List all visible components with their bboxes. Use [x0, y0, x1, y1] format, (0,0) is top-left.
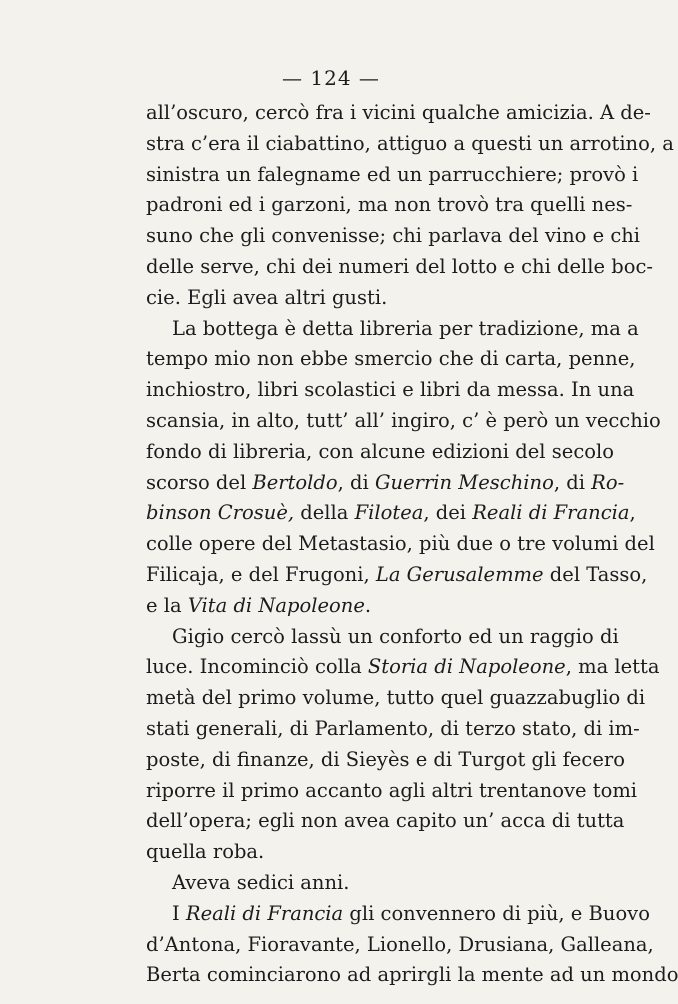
- text-line: [146, 344, 636, 375]
- text-run: cie. Egli avea altri gusti.: [146, 285, 388, 309]
- text-line: [146, 745, 625, 776]
- text-line: [146, 406, 661, 437]
- text-run: , di: [553, 470, 592, 494]
- text-run: fondo di libreria, con alcune edizioni del secolo: [146, 439, 614, 463]
- text-run: , ma letta: [565, 655, 660, 679]
- italic-title: Guerrin Meschino: [374, 470, 554, 494]
- text-run: poste, di finanze, di Sieyès e di Turgot gli fecero: [146, 747, 625, 771]
- text-run: e la: [146, 593, 188, 617]
- text-line: [146, 221, 641, 252]
- text-line: [146, 529, 655, 560]
- italic-title: Storia di Napoleone: [367, 655, 566, 679]
- italic-title: Vita di Napoleone: [187, 593, 365, 617]
- paragraph: [146, 98, 674, 314]
- text-line: [146, 498, 636, 529]
- text-line: [146, 591, 614, 622]
- text-run: scansia, in alto, tutt’ all’ ingiro, c’ è però un vecchio: [146, 408, 661, 432]
- text-line: [146, 683, 646, 714]
- text-run: metà del primo volume, tutto quel guazzabuglio di: [146, 686, 646, 710]
- text-run: riporre il primo accanto agli altri trentanove tomi: [146, 778, 638, 802]
- text-line: [146, 252, 653, 283]
- text-run: quella roba.: [146, 840, 265, 864]
- text-line: [146, 283, 614, 314]
- text-run: delle serve, chi dei numeri del lotto e chi delle boc-: [146, 254, 653, 278]
- paragraph: [146, 899, 678, 991]
- text-line: [146, 652, 660, 683]
- text-run: padroni ed i garzoni, ma non trovò tra quelli nes-: [146, 193, 633, 217]
- text-line: [146, 98, 651, 129]
- text-run: d’Antona, Fioravante, Lionello, Drusiana, Galleana,: [146, 932, 654, 956]
- text-run: inchiostro, libri scolastici e libri da messa. In una: [146, 378, 635, 402]
- text-run: La bottega è detta libreria per tradizione, ma a: [172, 316, 639, 340]
- text-line: [146, 714, 640, 745]
- text-run: Berta cominciarono ad aprirgli la mente ad un mondo: [146, 963, 678, 987]
- page-number: — 124 —: [282, 66, 380, 90]
- text-run: sinistra un falegname ed un parrucchiere; provò i: [146, 162, 639, 186]
- text-line: [146, 190, 633, 221]
- paragraph: [146, 314, 661, 622]
- text-line: [146, 129, 674, 160]
- text-line: [146, 776, 638, 807]
- text-run: scorso del: [146, 470, 253, 494]
- text-line: [146, 314, 639, 345]
- text-line: [146, 960, 678, 991]
- text-run: , dei: [423, 501, 473, 525]
- text-run: luce. Incominciò colla: [146, 655, 368, 679]
- text-line: [146, 437, 614, 468]
- text-run: tempo mio non ebbe smercio che di carta, penne,: [146, 347, 636, 371]
- paragraph: [146, 622, 660, 868]
- text-run: colle opere del Metastasio, più due o tre volumi del: [146, 532, 655, 556]
- italic-title: Bertoldo: [252, 470, 338, 494]
- italic-title: binson Crosuè,: [146, 501, 295, 525]
- text-run: Filicaja, e del Frugoni,: [146, 562, 376, 586]
- italic-title: Reali di Francia: [185, 901, 344, 925]
- text-line: [146, 899, 650, 930]
- text-line: [146, 930, 654, 961]
- text-line: [146, 868, 614, 899]
- text-line: [146, 837, 614, 868]
- text-run: gli convennero di più, e Buovo: [343, 901, 650, 925]
- text-run: .: [364, 593, 372, 617]
- text-run: stra c’era il ciabattino, attiguo a questi un arrotino, a: [146, 131, 674, 155]
- text-run: ,: [629, 501, 636, 525]
- text-run: stati generali, di Parlamento, di terzo stato, di im-: [146, 716, 640, 740]
- italic-title: La Gerusalemme: [375, 562, 544, 586]
- body-text: [146, 98, 678, 991]
- text-run: I: [172, 901, 186, 925]
- paragraph: [146, 868, 614, 899]
- italic-title: Filotea: [354, 501, 424, 525]
- italic-title: Reali di Francia: [472, 501, 630, 525]
- text-run: del Tasso,: [543, 562, 648, 586]
- text-run: , di: [337, 470, 375, 494]
- text-line: [146, 806, 625, 837]
- text-line: [146, 160, 639, 191]
- text-line: [146, 560, 648, 591]
- text-line: [146, 375, 635, 406]
- text-run: all’oscuro, cercò fra i vicini qualche amicizia. A de-: [146, 101, 651, 124]
- text-run: dell’opera; egli non avea capito un’ acca di tutta: [146, 809, 625, 833]
- text-run: Gigio cercò lassù un conforto ed un raggio di: [172, 624, 619, 648]
- text-run: suno che gli convenisse; chi parlava del vino e chi: [146, 224, 641, 248]
- text-run: della: [294, 501, 355, 525]
- text-line: [146, 622, 619, 653]
- text-run: Aveva sedici anni.: [172, 870, 350, 894]
- text-line: [146, 468, 625, 499]
- italic-title: Ro-: [591, 470, 625, 494]
